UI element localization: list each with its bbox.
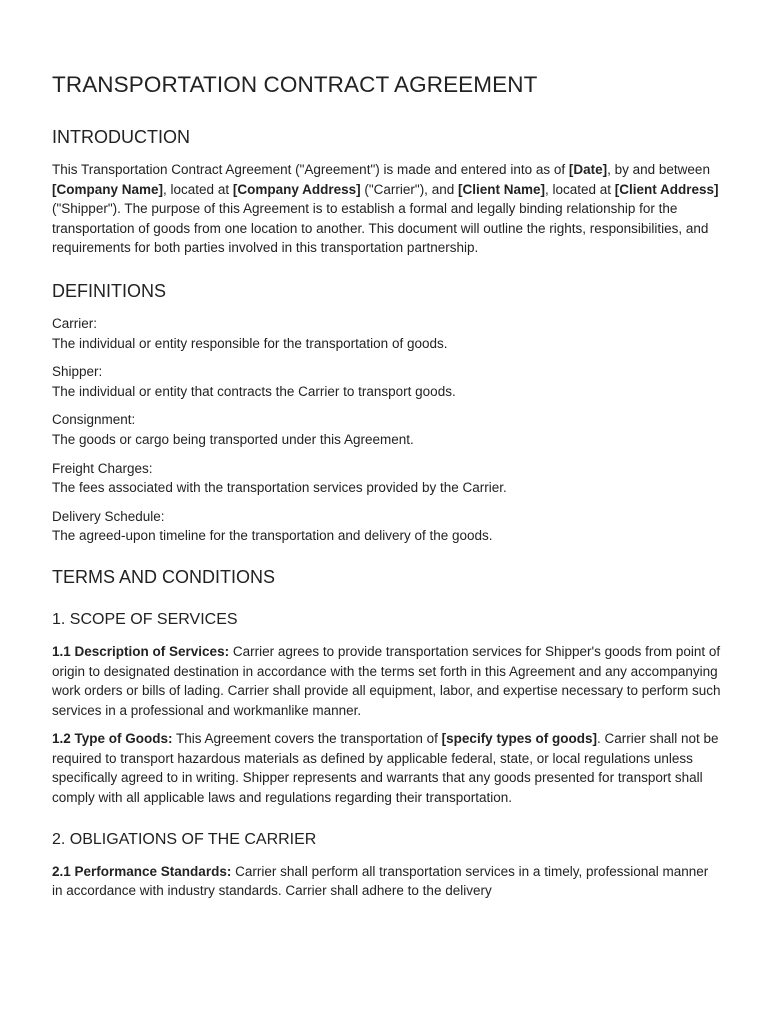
obligations-paragraph-1: [52, 862, 722, 901]
client-name-placeholder: [Client Name]: [457, 181, 545, 197]
document-page: [52, 70, 722, 910]
definition-term: Shipper:: [52, 364, 103, 380]
introduction-section: [52, 126, 722, 258]
scope-text-2b: . Carrier shall not be required to transport hazardous materials as defined by applicable federal, state, or local regulations unless specifically agreed to in writing. Shipper represents and warrants that any goods presented for transport shall comply with all applicable laws and regulations regarding their transportation.: [52, 731, 719, 806]
definition-term: Consignment:: [52, 412, 136, 428]
obligations-text-1: Carrier shall perform all transportation services in a timely, professional manner in accordance with industry standards. Carrier shall adhere to the delivery: [52, 863, 709, 899]
scope-text-2a: This Agreement covers the transportation of: [172, 731, 442, 747]
definition-item: [52, 314, 722, 353]
definition-term: Delivery Schedule:: [52, 508, 165, 524]
obligations-label-1: 2.1 Performance Standards:: [52, 863, 232, 879]
scope-paragraph-1: [52, 642, 722, 720]
intro-text-3: , located at: [163, 181, 233, 197]
definitions-heading: DEFINITIONS: [52, 280, 167, 301]
intro-text-5: , located at: [544, 181, 615, 197]
intro-text-1: This Transportation Contract Agreement ("Agreement") is made and entered into as of: [52, 162, 569, 177]
definition-item: [52, 362, 722, 401]
scope-paragraph-2: [52, 729, 722, 807]
scope-section: [52, 610, 722, 808]
client-address-placeholder: [Client Address]: [614, 181, 719, 197]
definitions-section: [52, 280, 722, 546]
date-placeholder: [Date]: [568, 162, 608, 177]
scope-heading: 1. SCOPE OF SERVICES: [52, 610, 238, 628]
definition-description: The goods or cargo being transported under this Agreement.: [52, 431, 414, 447]
definition-item: [52, 410, 722, 449]
terms-heading: TERMS AND CONDITIONS: [52, 566, 276, 587]
document-title: TRANSPORTATION CONTRACT AGREEMENT: [52, 72, 538, 97]
introduction-paragraph: [52, 160, 722, 258]
definition-item: [52, 459, 722, 498]
intro-text-6: ("Shipper"). The purpose of this Agreement is to establish a formal and legally binding relationship for the transportation of goods from one location to another. This document will outline the rights, responsibilities, and requirements for both parties involved in this transportation partnership.: [52, 201, 709, 256]
definition-term: Freight Charges:: [52, 460, 153, 476]
company-address-placeholder: [Company Address]: [232, 181, 361, 197]
introduction-heading: INTRODUCTION: [52, 127, 190, 147]
company-name-placeholder: [Company Name]: [52, 181, 164, 197]
definition-description: The agreed-upon timeline for the transportation and delivery of the goods.: [52, 528, 493, 544]
scope-text-1: Carrier agrees to provide transportation services for Shipper's goods from point of origin to designated destination in accordance with the terms set forth in this Agreement and any accompanying work orders or bills of lading. Carrier shall provide all equipment, labor, and expertise necessary to perform such services in a professional and workmanlike manner.: [52, 643, 721, 718]
obligations-heading: 2. OBLIGATIONS OF THE CARRIER: [52, 830, 317, 848]
definition-term: Carrier:: [52, 315, 98, 331]
scope-label-2: 1.2 Type of Goods:: [52, 731, 173, 747]
scope-label-1: 1.1 Description of Services:: [52, 643, 230, 659]
goods-placeholder: [specify types of goods]: [441, 731, 597, 747]
obligations-section: [52, 830, 722, 901]
definition-description: The individual or entity that contracts the Carrier to transport goods.: [52, 383, 456, 399]
definition-item: [52, 507, 722, 546]
intro-text-2: , by and between: [607, 162, 710, 177]
intro-text-4: ("Carrier"), and: [360, 181, 458, 197]
definition-description: The individual or entity responsible for the transportation of goods.: [52, 335, 448, 351]
definition-description: The fees associated with the transportation services provided by the Carrier.: [52, 480, 507, 496]
terms-section: [52, 566, 722, 588]
